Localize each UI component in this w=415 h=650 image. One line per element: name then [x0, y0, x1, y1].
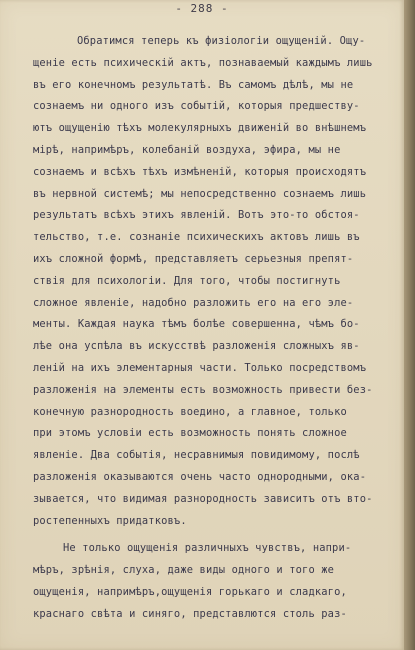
- text-line: ствiя для психологiи. Для того, чтобы постигнуть: [33, 274, 341, 287]
- text-line: щенiе есть психическiй актъ, познаваемый каждымъ лишь: [33, 56, 373, 69]
- text-line: въ нервной системѣ; мы непосредственно сознаемъ лишь: [33, 187, 367, 200]
- text-line: въ его конечномъ результатѣ. Въ самомъ дѣлѣ, мы не: [33, 78, 354, 91]
- body-text: [33, 31, 388, 626]
- text-line: разложенiя на элементы есть возможность привести без-: [33, 383, 373, 396]
- text-line: тельство, т.е. сознанiе психическихъ актовъ лишь въ: [33, 231, 360, 244]
- text-line: ленiй на ихъ элементарныя части. Только посредствомъ: [33, 361, 367, 374]
- text-line: мѣръ, зрѣнiя, слуха, даже виды одного и того же: [33, 564, 335, 577]
- text-line: разложенiя оказываются очень часто однородными, ока-: [33, 470, 367, 483]
- page-number: - 288 -: [175, 2, 229, 15]
- text-line: менты. Каждая наука тѣмъ болѣе совершенна, чѣмъ бо-: [33, 318, 360, 331]
- text-line: зывается, что видимая разнородность зависитъ отъ вто-: [33, 492, 373, 505]
- text-line: сложное явленiе, надобно разложить его на его элe-: [33, 296, 354, 309]
- text-line: сознаемъ ни одного изъ событiй, которыя предшеству-: [33, 100, 360, 113]
- page-edge-shadow: [404, 0, 415, 650]
- text-line: ютъ ощущенiю тѣхъ молекулярныхъ движенiй во внѣшнемъ: [33, 122, 367, 135]
- text-line: результатъ всѣхъ этихъ явленiй. Вотъ это-то обстоя-: [33, 209, 360, 222]
- text-line: при этомъ условiи есть возможность понять сложное: [33, 427, 347, 440]
- text-line: ростепенныхъ придатковъ.: [33, 514, 187, 527]
- text-line: конечную разнородность воедино, а главное, только: [33, 405, 347, 418]
- text-line: Не только ощущенiя различныхъ чувствъ, напри-: [63, 542, 352, 555]
- text-line: ощущенiя, напримѣръ,ощущенiя горькаго и сладкаго,: [33, 585, 347, 598]
- text-line: лѣе она успѣла въ искусствѣ разложенiя сложныхъ яв-: [33, 340, 360, 353]
- text-line: сознаемъ и всѣхъ тѣхъ измѣненiй, которыя происходятъ: [33, 165, 367, 178]
- text-line: мiрѣ, напримѣръ, колебанiй воздуха, эфира, мы не: [33, 143, 341, 156]
- text-line: явленiе. Два событiя, несравнимыя повидимому, послѣ: [33, 449, 360, 462]
- text-line: Обратимся теперь къ физiологiи ощущенiй. Ощу-: [77, 35, 366, 47]
- text-line: краснаго свѣта и синяго, представлются столь раз-: [33, 607, 347, 620]
- text-line: ихъ сложной формѣ, представляетъ серьезныя препят-: [33, 252, 354, 265]
